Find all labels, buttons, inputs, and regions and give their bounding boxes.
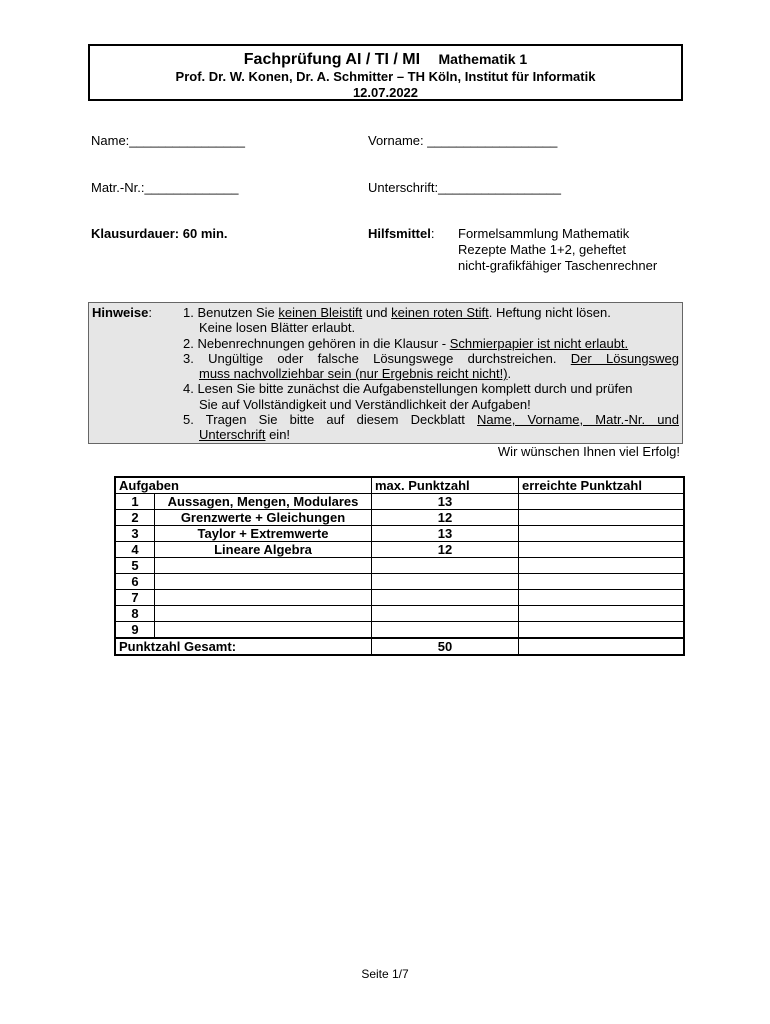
instruction-text: 1. Benutzen Sie bbox=[183, 305, 279, 320]
instruction-text: . bbox=[507, 366, 512, 382]
exam-date: 12.07.2022 bbox=[352, 85, 419, 100]
instruction-underlined: Der Lösungsweg bbox=[570, 350, 679, 366]
table-total-row bbox=[115, 638, 684, 655]
instruction-underlined: Name, Vorname, Matr.-Nr. und bbox=[477, 412, 679, 428]
instruction-underlined: Schmierpapier ist nicht erlaubt. bbox=[449, 335, 629, 351]
instruction-3 bbox=[183, 351, 679, 366]
task-name: Grenzwerte + Gleichungen bbox=[155, 510, 372, 526]
instruction-underlined: Unterschrift bbox=[199, 427, 266, 443]
task-score-cell[interactable] bbox=[519, 526, 685, 542]
aids-item: Rezepte Mathe 1+2, geheftet bbox=[458, 242, 627, 257]
instructions-label-text: Hinweise bbox=[92, 305, 149, 320]
table-header-row bbox=[115, 477, 684, 494]
instruction-2 bbox=[183, 336, 679, 351]
table-row bbox=[115, 590, 684, 606]
aids-item: Formelsammlung Mathematik bbox=[458, 226, 630, 241]
exam-duration: Klausurdauer: 60 min. bbox=[91, 226, 228, 241]
instruction-text: und bbox=[362, 305, 392, 320]
task-number: 8 bbox=[115, 606, 155, 622]
task-max bbox=[372, 590, 519, 606]
signature-field[interactable]: Unterschrift:_________________ bbox=[368, 180, 561, 195]
instruction-5 bbox=[183, 412, 679, 427]
aids-label bbox=[368, 226, 434, 241]
task-name: Taylor + Extremwerte bbox=[155, 526, 372, 542]
aids-list bbox=[458, 226, 657, 274]
instruction-4-cont: Sie auf Vollständigkeit und Verständlichkeit der Aufgaben! bbox=[199, 396, 531, 412]
task-number: 3 bbox=[115, 526, 155, 542]
instruction-1-cont: Keine losen Blätter erlaubt. bbox=[199, 320, 356, 336]
exam-header bbox=[88, 44, 683, 101]
professors-line: Prof. Dr. W. Konen, Dr. A. Schmitter – TH Köln, Institut für Informatik bbox=[175, 69, 596, 84]
matrikel-field[interactable]: Matr.-Nr.:_____________ bbox=[91, 180, 239, 195]
header-got: erreichte Punktzahl bbox=[519, 477, 685, 494]
instructions-box bbox=[88, 302, 683, 444]
task-name bbox=[155, 590, 372, 606]
task-max: 12 bbox=[372, 510, 519, 526]
task-number: 4 bbox=[115, 542, 155, 558]
aids-label-colon: : bbox=[430, 226, 435, 241]
instructions-label-colon: : bbox=[148, 305, 152, 320]
exam-title: Fachprüfung AI / TI / MI bbox=[243, 51, 421, 68]
task-score-cell[interactable] bbox=[519, 510, 685, 526]
instruction-text: . Heftung nicht lösen. bbox=[488, 305, 611, 320]
task-max bbox=[372, 606, 519, 622]
task-number: 1 bbox=[115, 494, 155, 510]
table-row bbox=[115, 494, 684, 510]
header-aufgaben: Aufgaben bbox=[115, 477, 372, 494]
task-score-cell[interactable] bbox=[519, 574, 685, 590]
instruction-text: 2. Nebenrechnungen gehören in die Klausur - bbox=[183, 335, 450, 351]
instruction-1 bbox=[183, 305, 679, 320]
task-number: 6 bbox=[115, 574, 155, 590]
table-row bbox=[115, 510, 684, 526]
task-name bbox=[155, 574, 372, 590]
instructions-list bbox=[183, 305, 679, 443]
instruction-text: ein! bbox=[265, 427, 291, 443]
instruction-underlined: muss nachvollziehbar sein (nur Ergebnis reicht nicht!) bbox=[199, 366, 508, 382]
page-number: Seite 1/7 bbox=[361, 967, 409, 981]
task-score-cell[interactable] bbox=[519, 606, 685, 622]
task-max: 12 bbox=[372, 542, 519, 558]
task-number: 2 bbox=[115, 510, 155, 526]
instruction-underlined: keinen roten Stift bbox=[391, 305, 489, 320]
task-number: 5 bbox=[115, 558, 155, 574]
table-row bbox=[115, 574, 684, 590]
good-luck-note: Wir wünschen Ihnen viel Erfolg! bbox=[497, 444, 680, 459]
aids-label-text: Hilfsmittel bbox=[368, 226, 431, 241]
table-row bbox=[115, 526, 684, 542]
instruction-text: 3. Ungültige oder falsche Lösungswege durchstreichen. bbox=[183, 350, 571, 366]
task-max bbox=[372, 574, 519, 590]
task-score-cell[interactable] bbox=[519, 494, 685, 510]
task-max bbox=[372, 558, 519, 574]
score-table bbox=[114, 476, 685, 656]
instruction-5-cont bbox=[183, 427, 679, 442]
instruction-text: 5. Tragen Sie bitte auf diesem Deckblatt bbox=[183, 412, 478, 428]
task-name bbox=[155, 558, 372, 574]
vorname-field[interactable]: Vorname: __________________ bbox=[368, 133, 558, 148]
task-name bbox=[155, 622, 372, 639]
table-row bbox=[115, 558, 684, 574]
task-number: 9 bbox=[115, 622, 155, 639]
task-name: Aussagen, Mengen, Modulares bbox=[155, 494, 372, 510]
task-max: 13 bbox=[372, 494, 519, 510]
task-number: 7 bbox=[115, 590, 155, 606]
instruction-underlined: keinen Bleistift bbox=[278, 305, 363, 320]
instruction-4: 4. Lesen Sie bitte zunächst die Aufgabenstellungen komplett durch und prüfen bbox=[183, 381, 633, 397]
name-field[interactable]: Name:________________ bbox=[91, 133, 245, 148]
total-label: Punktzahl Gesamt: bbox=[115, 638, 372, 655]
task-score-cell[interactable] bbox=[519, 590, 685, 606]
header-max: max. Punktzahl bbox=[372, 477, 519, 494]
aids-item: nicht-grafikfähiger Taschenrechner bbox=[458, 258, 658, 273]
exam-subject: Mathematik 1 bbox=[438, 51, 528, 67]
total-max: 50 bbox=[372, 638, 519, 655]
task-max: 13 bbox=[372, 526, 519, 542]
task-score-cell[interactable] bbox=[519, 542, 685, 558]
table-row bbox=[115, 606, 684, 622]
task-name bbox=[155, 606, 372, 622]
exam-title-line bbox=[90, 50, 681, 69]
table-row bbox=[115, 622, 684, 639]
total-score-cell[interactable] bbox=[519, 638, 685, 655]
instruction-3-cont bbox=[183, 366, 679, 381]
task-score-cell[interactable] bbox=[519, 558, 685, 574]
table-row bbox=[115, 542, 684, 558]
instructions-label bbox=[92, 305, 152, 320]
task-max bbox=[372, 622, 519, 639]
task-name: Lineare Algebra bbox=[155, 542, 372, 558]
task-score-cell[interactable] bbox=[519, 622, 685, 639]
